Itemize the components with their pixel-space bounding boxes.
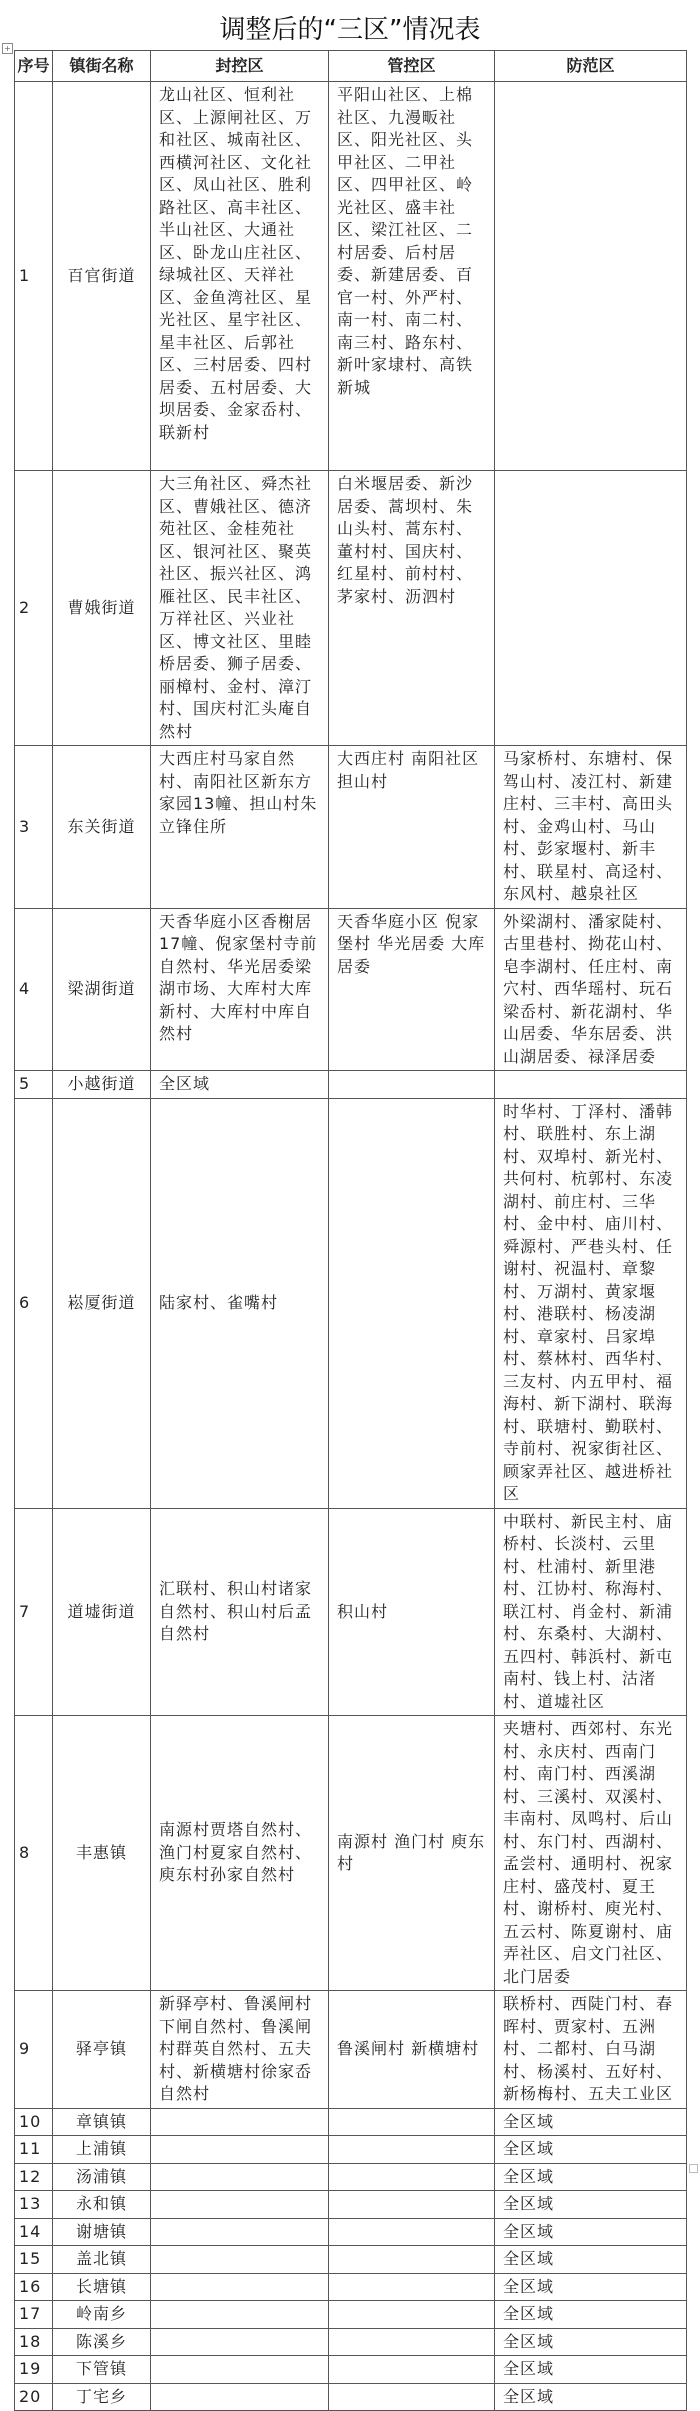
cell-no: 17 <box>15 2301 53 2329</box>
cell-town: 驿亭镇 <box>53 1991 151 2109</box>
table-row <box>15 2328 687 2356</box>
cell-fangfan: 中联村、新民主村、庙桥村、长淡村、云里村、杜浦村、新里港村、江协村、称海村、联江村、肖金村、新浦村、东桑村、大湖村、五四村、韩浜村、新屯南村、钱上村、沽渚村、道墟社区 <box>495 1508 687 1716</box>
table-row <box>15 2163 687 2191</box>
cell-fangfan: 夹塘村、西郊村、东光村、永庆村、西南门村、南门村、西溪湖村、三溪村、双溪村、丰南村、凤鸣村、后山村、东门村、西湖村、孟尝村、通明村、祝家庄村、盛茂村、夏王村、谢桥村、庾光村、五云村、陈夏谢村、庙弄社区、启文门社区、北门居委 <box>495 1716 687 1991</box>
header-fangfan: 防范区 <box>495 51 687 82</box>
cell-guankong: 平阳山社区、上棉社区、九漫畈社区、阳光社区、头甲社区、二甲社区、四甲社区、岭光社区、盛丰社区、梁江社区、二村居委、后村居委、新建居委、百官一村、外严村、南一村、南二村、南三村、路东村、新叶家埭村、高铁新城 <box>329 82 495 471</box>
table-row <box>15 2218 687 2246</box>
cell-no: 11 <box>15 2136 53 2164</box>
cell-fengkong: 陆家村、雀嘴村 <box>151 1098 329 1508</box>
cell-fengkong: 龙山社区、恒利社区、上源闸社区、万和社区、城南社区、西横河社区、文化社区、凤山社区、胜利路社区、高丰社区、半山社区、大通社区、卧龙山庄社区、绿城社区、天祥社区、金鱼湾社区、星光社区、星宇社区、星丰社区、后郭社区、三村居委、四村居委、五村居委、大坝居委、金家岙村、联新村 <box>151 82 329 471</box>
cell-fengkong <box>151 2163 329 2191</box>
cell-fangfan: 全区域 <box>495 2383 687 2411</box>
cell-guankong <box>329 2273 495 2301</box>
cell-no: 2 <box>15 471 53 746</box>
cell-fangfan: 全区域 <box>495 2191 687 2219</box>
table-row <box>15 2273 687 2301</box>
cell-town: 陈溪乡 <box>53 2328 151 2356</box>
cell-fangfan: 全区域 <box>495 2273 687 2301</box>
table-row <box>15 2136 687 2164</box>
cell-no: 7 <box>15 1508 53 1716</box>
cell-fengkong <box>151 2108 329 2136</box>
cell-guankong <box>329 1071 495 1099</box>
cell-fengkong: 天香华庭小区香榭居17幢、倪家堡村寺前自然村、华光居委梁湖市场、大库村大库新村、大库村中库自然村 <box>151 908 329 1071</box>
table-row <box>15 746 687 909</box>
cell-no: 15 <box>15 2246 53 2274</box>
cell-guankong <box>329 2328 495 2356</box>
cell-town: 丁宅乡 <box>53 2383 151 2411</box>
cell-town: 崧厦街道 <box>53 1098 151 1508</box>
cell-town: 岭南乡 <box>53 2301 151 2329</box>
header-no: 序号 <box>15 51 53 82</box>
cell-town: 长塘镇 <box>53 2273 151 2301</box>
page-title: 调整后的“三区”情况表 <box>219 15 481 45</box>
cell-town: 东关街道 <box>53 746 151 909</box>
table-row <box>15 908 687 1071</box>
cell-guankong: 大西庄村 南阳社区 担山村 <box>329 746 495 909</box>
cell-fengkong: 大三角社区、舜杰社区、曹娥社区、德济苑社区、金桂苑社区、银河社区、聚英社区、振兴社区、鸿雁社区、民丰社区、万祥社区、兴业社区、博文社区、里睦桥居委、狮子居委、丽樟村、金村、漳汀村、国庆村汇头庵自然村 <box>151 471 329 746</box>
cell-no: 10 <box>15 2108 53 2136</box>
cell-town: 道墟街道 <box>53 1508 151 1716</box>
cell-no: 1 <box>15 82 53 471</box>
table-row <box>15 82 687 471</box>
table-header-row <box>15 51 687 82</box>
resize-handle-icon <box>689 2164 698 2173</box>
table-row <box>15 2356 687 2384</box>
cell-fangfan: 马家桥村、东塘村、保驾山村、凌江村、新建庄村、三丰村、高田头村、金鸡山村、马山村、彭家堰村、新丰村、联星村、高迳村、东风村、越泉社区 <box>495 746 687 909</box>
cell-guankong <box>329 2218 495 2246</box>
cell-town: 永和镇 <box>53 2191 151 2219</box>
cell-guankong <box>329 2383 495 2411</box>
cell-fangfan <box>495 82 687 471</box>
header-fengkong: 封控区 <box>151 51 329 82</box>
cell-no: 8 <box>15 1716 53 1991</box>
table-row <box>15 2108 687 2136</box>
cell-fangfan: 全区域 <box>495 2136 687 2164</box>
cell-fengkong: 新驿亭村、鲁溪闸村下闸自然村、鲁溪闸村群英自然村、五夫村、新横塘村徐家岙自然村 <box>151 1991 329 2109</box>
cell-town: 盖北镇 <box>53 2246 151 2274</box>
cell-fengkong <box>151 2328 329 2356</box>
table-row <box>15 2246 687 2274</box>
table-row <box>15 1071 687 1099</box>
cell-fangfan <box>495 471 687 746</box>
cell-town: 百官街道 <box>53 82 151 471</box>
cell-town: 章镇镇 <box>53 2108 151 2136</box>
table-row <box>15 1991 687 2109</box>
cell-town: 谢塘镇 <box>53 2218 151 2246</box>
cell-guankong <box>329 2108 495 2136</box>
cell-no: 14 <box>15 2218 53 2246</box>
cell-fangfan: 全区域 <box>495 2108 687 2136</box>
cell-no: 3 <box>15 746 53 909</box>
cell-fengkong: 全区域 <box>151 1071 329 1099</box>
cell-fengkong: 大西庄村马家自然村、南阳社区新东方家园13幢、担山村朱立锋住所 <box>151 746 329 909</box>
cell-fengkong <box>151 2383 329 2411</box>
cell-guankong: 南源村 渔门村 庾东村 <box>329 1716 495 1991</box>
cell-guankong <box>329 2246 495 2274</box>
cell-fengkong <box>151 2246 329 2274</box>
table-row <box>15 1508 687 1716</box>
cell-fengkong <box>151 2191 329 2219</box>
cell-guankong: 白米堰居委、新沙居委、蒿坝村、朱山头村、蒿东村、董村村、国庆村、红星村、前村村、茅家村、沥泗村 <box>329 471 495 746</box>
cell-fangfan: 全区域 <box>495 2246 687 2274</box>
cell-fangfan: 全区域 <box>495 2218 687 2246</box>
cell-fengkong <box>151 2301 329 2329</box>
cell-no: 6 <box>15 1098 53 1508</box>
cell-fangfan: 联桥村、西陡门村、春晖村、贾家村、五洲村、二都村、白马湖村、杨溪村、五好村、新杨梅村、五夫工业区 <box>495 1991 687 2109</box>
cell-fangfan: 全区域 <box>495 2163 687 2191</box>
cell-fengkong <box>151 2218 329 2246</box>
cell-guankong <box>329 2301 495 2329</box>
cell-fangfan: 全区域 <box>495 2356 687 2384</box>
cell-town: 梁湖街道 <box>53 908 151 1071</box>
cell-town: 汤浦镇 <box>53 2163 151 2191</box>
cell-fangfan: 全区域 <box>495 2301 687 2329</box>
cell-fangfan <box>495 1071 687 1099</box>
cell-fengkong: 汇联村、积山村诸家自然村、积山村后孟自然村 <box>151 1508 329 1716</box>
cell-town: 丰惠镇 <box>53 1716 151 1991</box>
cell-fengkong <box>151 2136 329 2164</box>
cell-guankong <box>329 1098 495 1508</box>
table-handle-icon[interactable]: + <box>2 43 13 54</box>
table-row <box>15 2301 687 2329</box>
cell-town: 下管镇 <box>53 2356 151 2384</box>
cell-no: 18 <box>15 2328 53 2356</box>
cell-guankong <box>329 2191 495 2219</box>
cell-guankong <box>329 2163 495 2191</box>
cell-fangfan: 外梁湖村、潘家陡村、古里巷村、拗花山村、皂李湖村、任庄村、南穴村、西华瑶村、玩石梁岙村、新花湖村、华山居委、华东居委、洪山湖居委、禄泽居委 <box>495 908 687 1071</box>
cell-no: 5 <box>15 1071 53 1099</box>
cell-guankong: 积山村 <box>329 1508 495 1716</box>
cell-town: 曹娥街道 <box>53 471 151 746</box>
table-row <box>15 2191 687 2219</box>
table-row <box>15 1716 687 1991</box>
cell-guankong: 天香华庭小区 倪家堡村 华光居委 大库居委 <box>329 908 495 1071</box>
table-row <box>15 471 687 746</box>
header-town: 镇街名称 <box>53 51 151 82</box>
header-guankong: 管控区 <box>329 51 495 82</box>
three-zones-table <box>14 50 687 2411</box>
cell-no: 16 <box>15 2273 53 2301</box>
cell-town: 上浦镇 <box>53 2136 151 2164</box>
cell-guankong: 鲁溪闸村 新横塘村 <box>329 1991 495 2109</box>
cell-fengkong <box>151 2356 329 2384</box>
cell-fangfan: 时华村、丁泽村、潘韩村、联胜村、东上湖村、双埠村、新光村、共何村、杭郭村、东凌湖村、前庄村、三华村、金中村、庙川村、舜源村、严巷头村、任谢村、祝温村、章黎村、万湖村、黄家堰村、港联村、杨凌湖村、章家村、吕家埠村、蔡林村、西华村、三友村、内五甲村、福海村、新下湖村、联海村、联塘村、勤联村、寺前村、祝家街社区、顾家弄社区、越进桥社区 <box>495 1098 687 1508</box>
cell-no: 19 <box>15 2356 53 2384</box>
cell-guankong <box>329 2136 495 2164</box>
cell-no: 12 <box>15 2163 53 2191</box>
cell-town: 小越街道 <box>53 1071 151 1099</box>
cell-no: 4 <box>15 908 53 1071</box>
cell-fengkong: 南源村贾塔自然村、渔门村夏家自然村、庾东村孙家自然村 <box>151 1716 329 1991</box>
cell-no: 13 <box>15 2191 53 2219</box>
table-row <box>15 1098 687 1508</box>
cell-no: 20 <box>15 2383 53 2411</box>
cell-fangfan: 全区域 <box>495 2328 687 2356</box>
cell-fengkong <box>151 2273 329 2301</box>
cell-guankong <box>329 2356 495 2384</box>
table-row <box>15 2383 687 2411</box>
cell-no: 9 <box>15 1991 53 2109</box>
